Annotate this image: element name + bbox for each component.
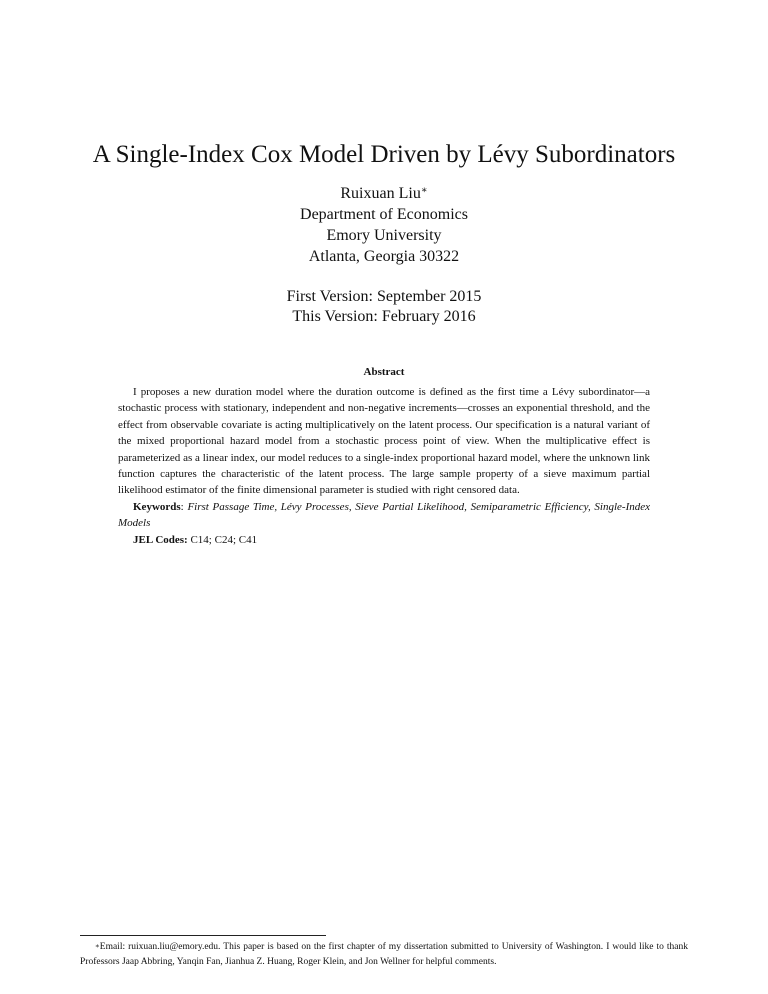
- abstract-body: [118, 384, 650, 548]
- author-university: Emory University: [326, 227, 442, 244]
- keywords-list: First Passage Time, Lévy Processes, Sieve Partial Likelihood, Semiparametric Efficiency, Single-Index Models: [118, 500, 651, 530]
- version-block: [0, 287, 768, 327]
- abstract-text: I proposes a new duration model where the duration outcome is defined as the first time a Lévy subordinator—a stochastic process with stationary, independent and non-negative increments—crosses an exponential threshold, and the effect from observable covariate is acting multiplicatively on the latent process. Our specification is a natural variant of the mixed proportional hazard model from a stochastic process point of view. When the multiplicative effect is parameterized as a linear index, our model reduces to a single-index proportional hazard model, where the unknown link function captures the characteristic of the latent process. The large sample property of a sieve maximum partial likelihood estimator of the finite dimensional parameter is studied with right censored data.: [118, 386, 650, 497]
- first-version: First Version: September 2015: [286, 288, 482, 305]
- footnote-paragraph: [80, 940, 688, 969]
- footnote-text: Email: ruixuan.liu@emory.edu. This paper is based on the first chapter of my dissertation submitted to University of Washington. I would like to thank Professors Jaap Abbring, Yanqin Fan, Jianhua Z. Huang, Roger Klein, and Jon Wellner for helpful comments.: [80, 942, 688, 967]
- author-location: Atlanta, Georgia 30322: [308, 248, 460, 265]
- jel-codes: C14; C24; C41: [190, 533, 258, 546]
- keywords-line: Keywords: First Passage Time, Lévy Processes, Sieve Partial Likelihood, Semiparametric Efficiency, Single-Index Models: [118, 500, 651, 530]
- footnote-marker: ∗: [95, 942, 100, 950]
- jel-label: JEL Codes:: [133, 533, 188, 546]
- current-version: This Version: February 2016: [292, 308, 476, 325]
- keywords-label: Keywords: [133, 500, 181, 513]
- footnote-rule: [80, 935, 326, 936]
- author-name-text: Ruixuan Liu: [340, 185, 421, 202]
- author-name: [0, 183, 768, 204]
- jel-line: [118, 532, 650, 548]
- author-footnote-marker: ∗: [420, 185, 428, 196]
- author-block: [0, 183, 768, 267]
- footnote: [80, 940, 688, 969]
- abstract-heading: Abstract: [363, 366, 405, 378]
- author-department: Department of Economics: [300, 206, 468, 223]
- paper-title: A Single-Index Cox Model Driven by Lévy Subordinators: [92, 141, 676, 168]
